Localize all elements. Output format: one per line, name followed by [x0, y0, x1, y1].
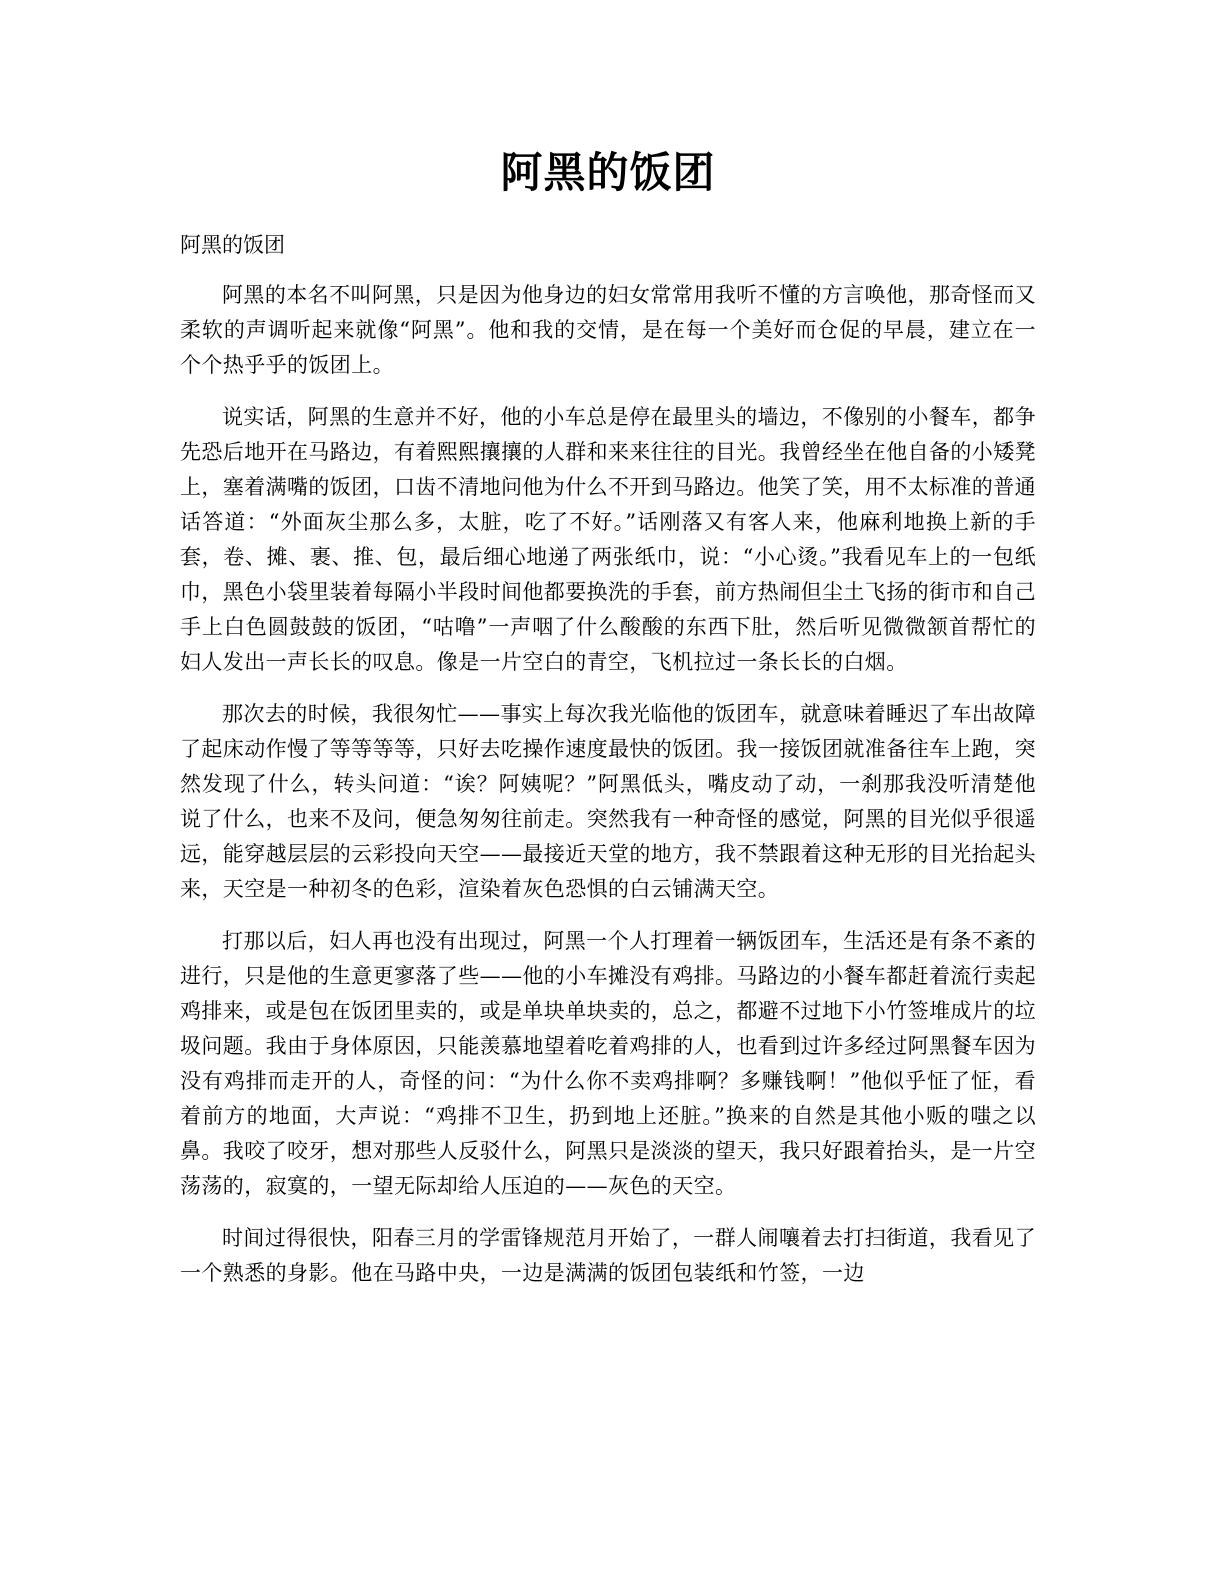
- document-subtitle: 阿黑的饭团: [180, 233, 285, 257]
- paragraph-5: 时间过得很快，阳春三月的学雷锋规范月开始了，一群人闹嚷着去打扫街道，我看见了一个熟悉的身影。他在马路中央，一边是满满的饭团包装纸和竹签，一边: [180, 1226, 1036, 1285]
- paragraph-4: 打那以后，妇人再也没有出现过，阿黑一个人打理着一辆饭团车，生活还是有条不紊的进行，只是他的生意更寥落了些——他的小车摊没有鸡排。马路边的小餐车都赶着流行卖起鸡排来，或是包在饭团里卖的，或是单块单块卖的，总之，都避不过地下小竹签堆成片的垃圾问题。我由于身体原因，只能羡慕地望着吃着鸡排的人，也看到过许多经过阿黑餐车因为没有鸡排而走开的人，奇怪的问：“为什么你不卖鸡排啊？多赚钱啊！”他似乎怔了怔，看着前方的地面，大声说：“鸡排不卫生，扔到地上还脏。”换来的自然是其他小贩的嗤之以鼻。我咬了咬牙，想对那些人反驳什么，阿黑只是淡淡的望天，我只好跟着抬头，是一片空荡荡的，寂寞的，一望无际却给人压迫的——灰色的天空。: [180, 929, 1036, 1198]
- document-page: [180, 0, 1036, 1291]
- document-title: 阿黑的饭团: [500, 148, 716, 197]
- paragraph-3: 那次去的时候，我很匆忙——事实上每次我光临他的饭团车，就意味着睡迟了车出故障了起床动作慢了等等等等，只好去吃操作速度最快的饭团。我一接饭团就准备往车上跑，突然发现了什么，转头问道：“诶？阿姨呢？”阿黑低头，嘴皮动了动，一刹那我没听清楚他说了什么，也来不及问，便急匆匆往前走。突然我有一种奇怪的感觉，阿黑的目光似乎很遥远，能穿越层层的云彩投向天空——最接近天堂的地方，我不禁跟着这种无形的目光抬起头来，天空是一种初冬的色彩，渲染着灰色恐惧的白云铺满天空。: [180, 702, 1036, 901]
- paragraph-2: 说实话，阿黑的生意并不好，他的小车总是停在最里头的墙边，不像别的小餐车，都争先恐后地开在马路边，有着熙熙攘攘的人群和来来往往的目光。我曾经坐在他自备的小矮凳上，塞着满嘴的饭团，口齿不清地问他为什么不开到马路边。他笑了笑，用不太标准的普通话答道：“外面灰尘那么多，太脏，吃了不好。”话刚落又有客人来，他麻利地换上新的手套，卷、摊、裹、推、包，最后细心地递了两张纸巾，说：“小心烫。”我看见车上的一包纸巾，黑色小袋里装着每隔小半段时间他都要换洗的手套，前方热闹但尘土飞扬的街市和自己手上白色圆鼓鼓的饭团，“咕噜”一声咽了什么酸酸的东西下肚，然后听见微微颔首帮忙的妇人发出一声长长的叹息。像是一片空白的青空，飞机拉过一条长长的白烟。: [180, 405, 1036, 674]
- paragraph-1: 阿黑的本名不叫阿黑，只是因为他身边的妇女常常用我听不懂的方言唤他，那奇怪而又柔软的声调听起来就像“阿黑”。他和我的交情，是在每一个美好而仓促的早晨，建立在一个个热乎乎的饭团上。: [180, 283, 1036, 377]
